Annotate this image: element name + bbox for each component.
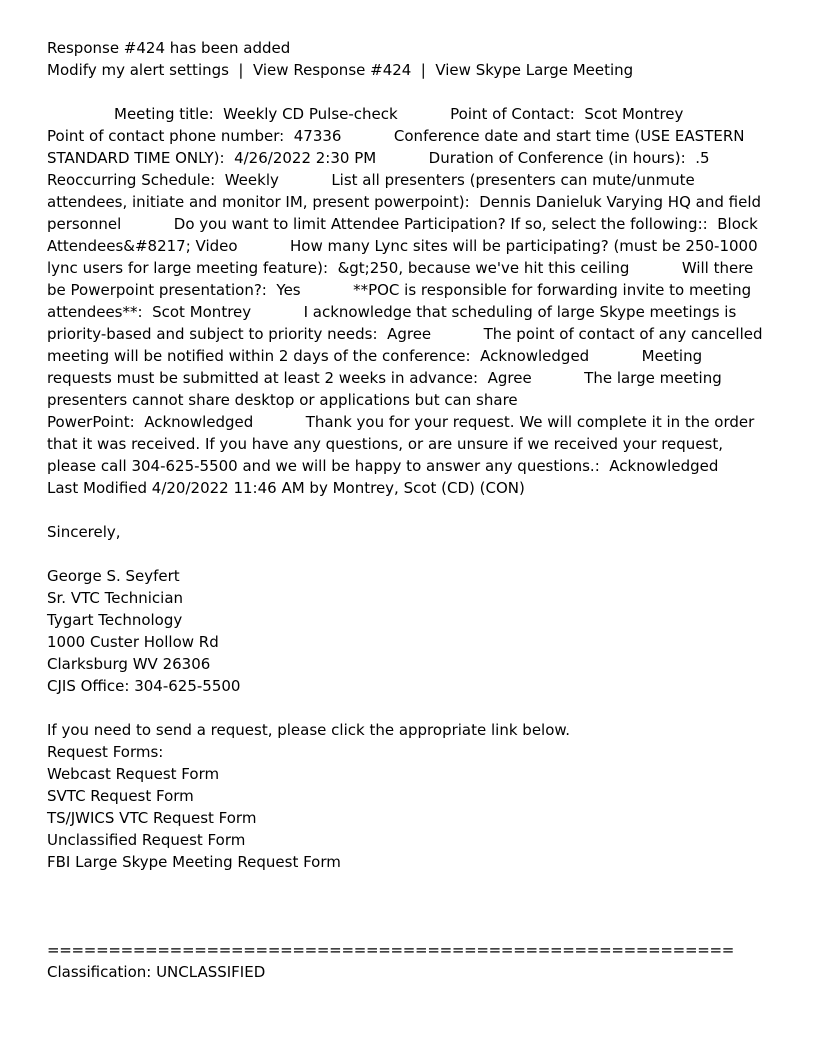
fbi-large-skype-meeting-request-form-link[interactable]: FBI Large Skype Meeting Request Form (47, 853, 341, 871)
field-label: Point of Contact: (450, 105, 575, 123)
field-value: Weekly (224, 171, 279, 189)
signature-name: George S. Seyfert (47, 567, 180, 585)
field-value: Dennis Danieluk Varying HQ and field personnel (47, 193, 766, 233)
signature-city: Clarksburg WV 26306 (47, 655, 211, 673)
signature-block (47, 565, 769, 697)
link-separator: | (238, 61, 244, 79)
field-label: **POC is responsible for forwarding invite to meeting attendees**: (47, 281, 756, 321)
response-fields (47, 103, 769, 499)
signature-street: 1000 Custer Hollow Rd (47, 633, 219, 651)
field-value: &gt;250, because we've hit this ceiling (337, 259, 630, 277)
signature-title: Sr. VTC Technician (47, 589, 184, 607)
field-value: Acknowledged (609, 457, 719, 475)
request-intro: If you need to send a request, please click the appropriate link below. (47, 721, 571, 739)
unclassified-request-form-link[interactable]: Unclassified Request Form (47, 831, 246, 849)
field-value: Agree (487, 369, 532, 387)
webcast-request-form-link[interactable]: Webcast Request Form (47, 765, 220, 783)
view-skype-large-meeting-link[interactable]: View Skype Large Meeting (435, 61, 634, 79)
field-value: 4/26/2022 2:30 PM (234, 149, 377, 167)
field-label: I acknowledge that scheduling of large Skype meetings is priority-based and subject to priority needs: (47, 303, 742, 343)
field-value: Weekly CD Pulse-check (223, 105, 398, 123)
header-links (47, 59, 769, 81)
response-added-text: Response #424 has been added (47, 39, 291, 57)
modify-alert-settings-link[interactable]: Modify my alert settings (47, 61, 229, 79)
signature-company: Tygart Technology (47, 611, 183, 629)
field-value: Block Attendees&#8217; Video (47, 215, 763, 255)
field-value: Scot Montrey (152, 303, 252, 321)
field-label: How many Lync sites will be participating? (must be 250-1000 lync users for large meeting feature): (47, 237, 763, 277)
field-label: Reoccurring Schedule: (47, 171, 216, 189)
field-label: Meeting title: (114, 105, 214, 123)
signature-phone: CJIS Office: 304-625-5500 (47, 677, 241, 695)
svtc-request-form-link[interactable]: SVTC Request Form (47, 787, 194, 805)
field-label: Thank you for your request. We will complete it in the order that it was received. If you have any questions, or are unsure if we received your request, please call 304-625-5500 and we will be happy to answer any questions.: (47, 413, 760, 475)
separator-rule: ======================================================== (47, 941, 735, 959)
field-value: .5 (695, 149, 710, 167)
view-response-link[interactable]: View Response #424 (252, 61, 412, 79)
field-value: Yes (276, 281, 301, 299)
field-label: Duration of Conference (in hours): (428, 149, 686, 167)
request-forms-list (47, 763, 769, 873)
request-forms-label: Request Forms: (47, 743, 164, 761)
field-label: Meeting requests must be submitted at least 2 weeks in advance: (47, 347, 707, 387)
field-value: 47336 (293, 127, 342, 145)
link-separator: | (420, 61, 426, 79)
field-value: Agree (387, 325, 432, 343)
field-label: The point of contact of any cancelled meeting will be notified within 2 days of the conference: (47, 325, 768, 365)
field-label: Point of contact phone number: (47, 127, 285, 145)
classification-marking: Classification: UNCLASSIFIED (47, 963, 266, 981)
field-value: Acknowledged (480, 347, 590, 365)
field-value: Scot Montrey (584, 105, 684, 123)
ts-jwics-vtc-request-form-link[interactable]: TS/JWICS VTC Request Form (47, 809, 257, 827)
field-value: Acknowledged (144, 413, 254, 431)
field-label: Will there be Powerpoint presentation?: (47, 259, 759, 299)
field-label: Do you want to limit Attendee Participation? If so, select the following:: (173, 215, 708, 233)
field-label: List all presenters (presenters can mute/unmute attendees, initiate and monitor IM, present powerpoint): (47, 171, 700, 211)
last-modified: Last Modified 4/20/2022 11:46 AM by Montrey, Scot (CD) (CON) (47, 479, 525, 497)
closing: Sincerely, (47, 523, 121, 541)
field-label: Conference date and start time (USE EASTERN STANDARD TIME ONLY): (47, 127, 750, 167)
field-label: The large meeting presenters cannot share desktop or applications but can share PowerPoint: (47, 369, 727, 431)
